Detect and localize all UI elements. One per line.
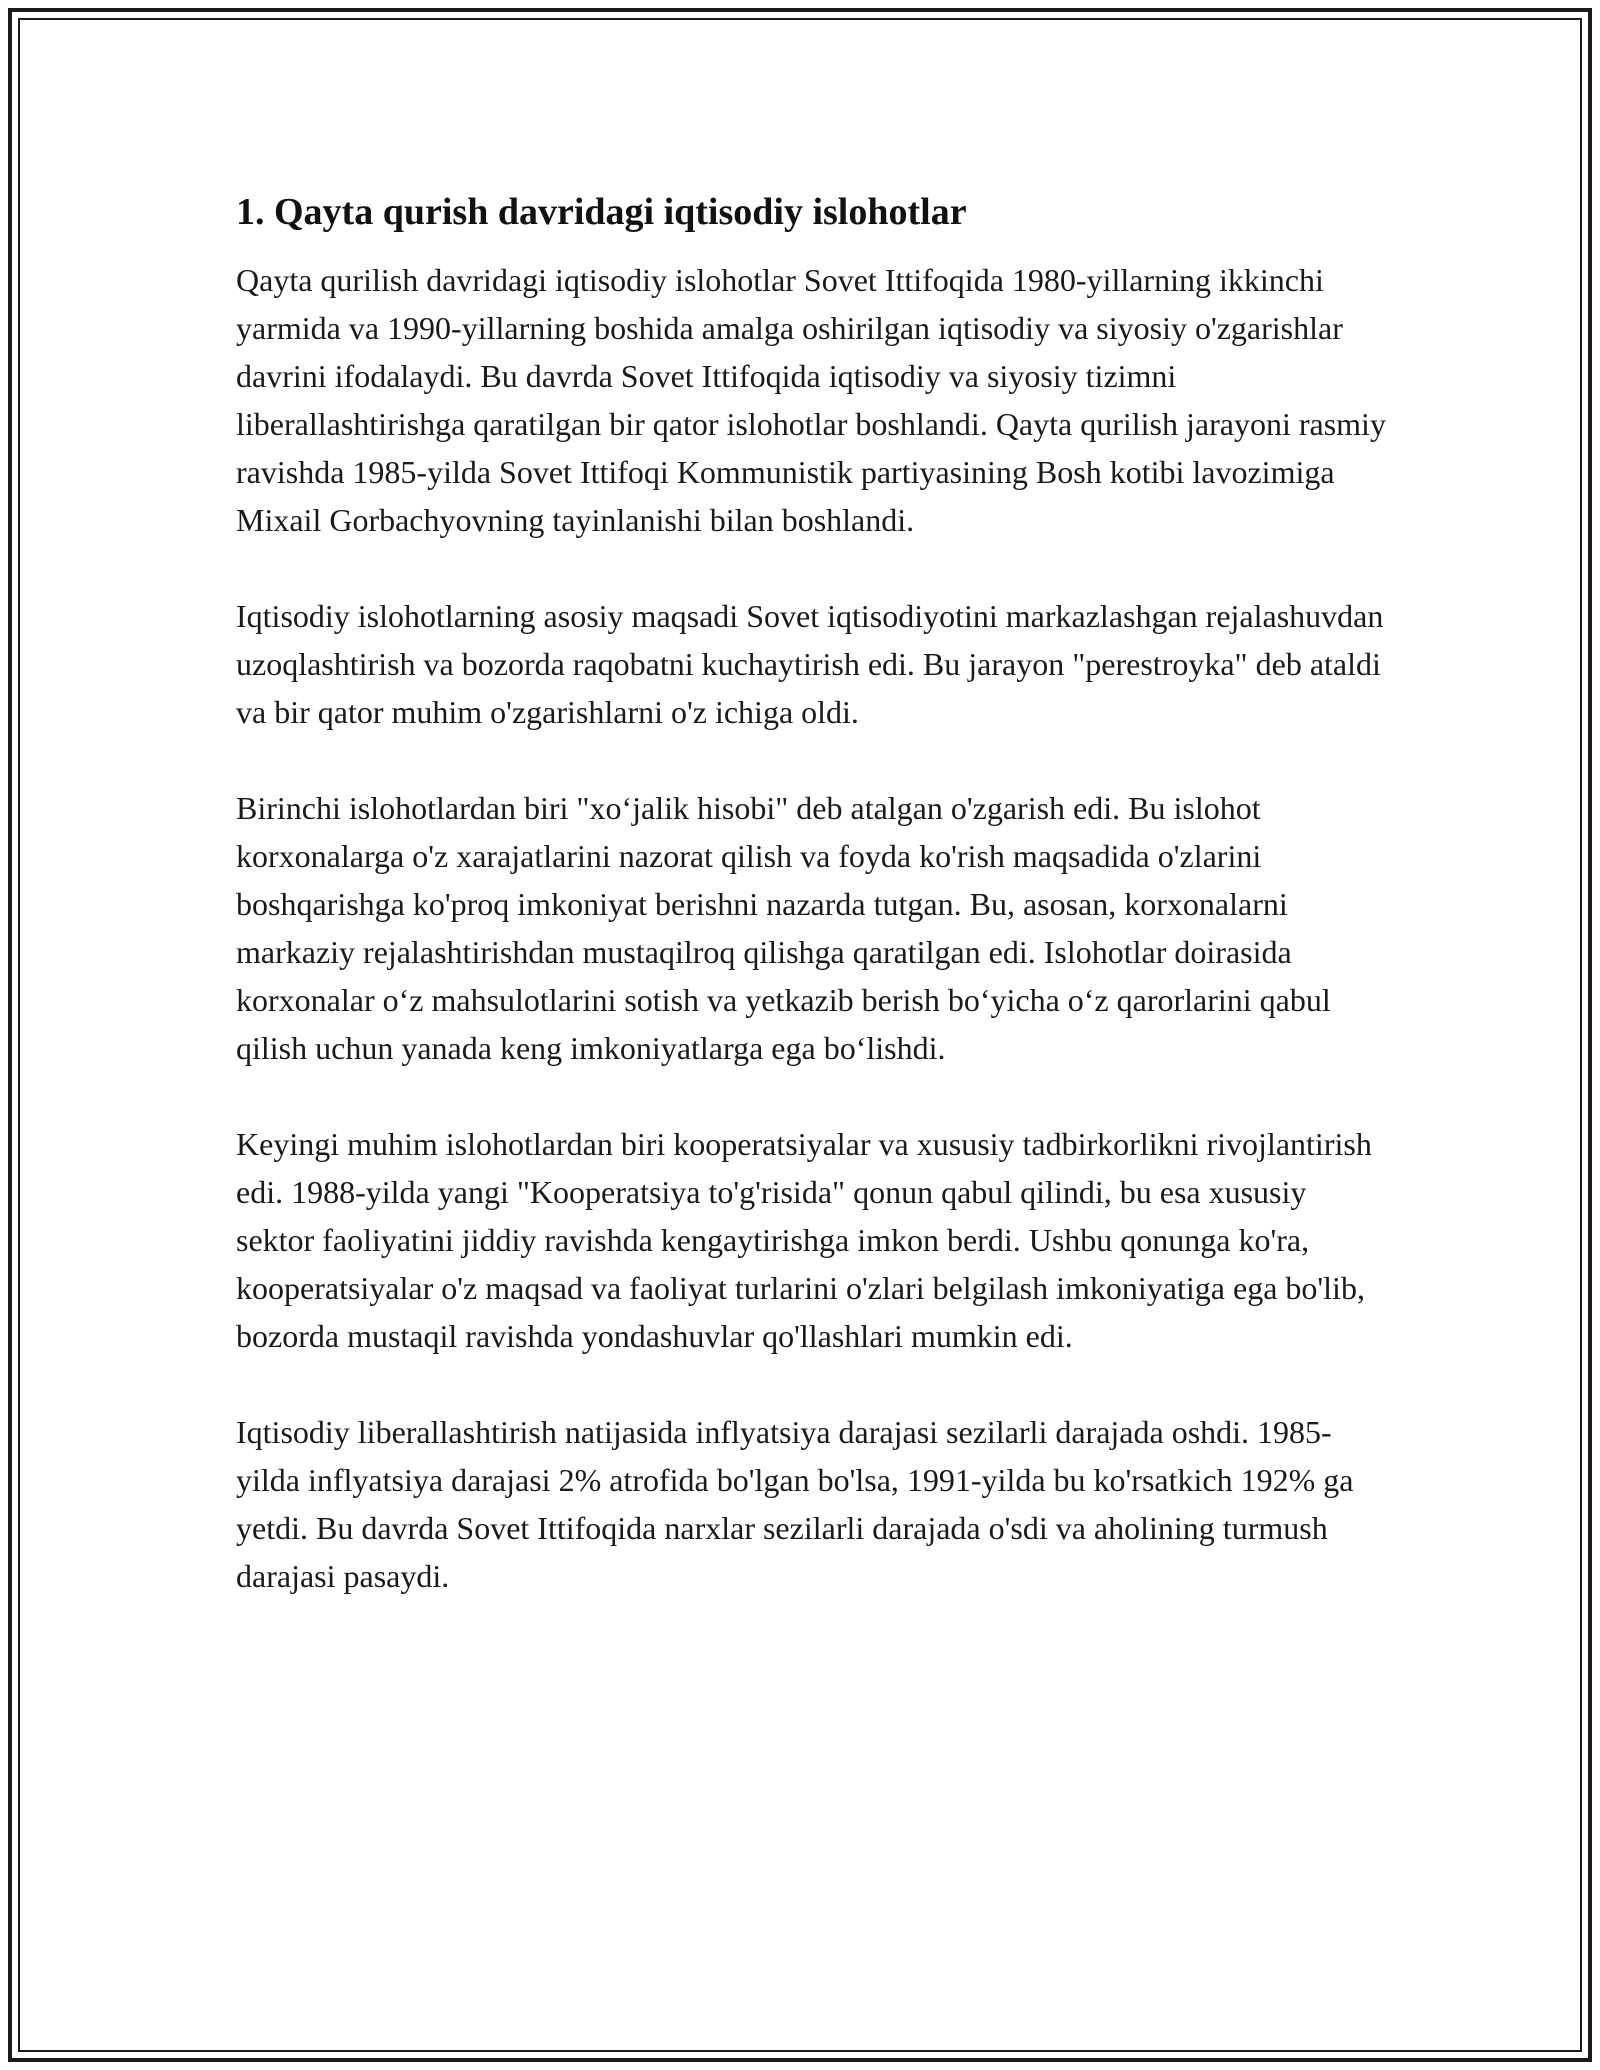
- paragraph-inflation: Iqtisodiy liberallashtirish natijasida inflyatsiya darajasi sezilarli darajada oshdi. 1985-yilda inflyatsiya darajasi 2% atrofida bo'lgan bo'lsa, 1991-yilda bu ko'rsatkich 192% ga yetdi. Bu davrda Sovet Ittifoqida narxlar sezilarli darajada o'sdi va aholining turmush darajasi pasaydi.: [236, 1414, 1354, 1594]
- paragraph-goals: Iqtisodiy islohotlarning asosiy maqsadi Sovet iqtisodiyotini markazlashgan rejalashuvdan uzoqlashtirish va bozorda raqobatni kuchaytirish edi. Bu jarayon "perestroyka" deb ataldi va bir qator muhim o'zgarishlarni o'z ichiga oldi.: [236, 598, 1384, 730]
- document-body: [236, 188, 1386, 1648]
- paragraph-self-financing: Birinchi islohotlardan biri "xo‘jalik hisobi" deb atalgan o'zgarish edi. Bu islohot korxonalarga o'z xarajatlarini nazorat qilish va foyda ko'rish maqsadida o'zlarini boshqarishga ko'proq imkoniyat berishni nazarda tutgan. Bu, asosan, korxonalarni markaziy rejalashtirishdan mustaqilroq qilishga qaratilgan edi. Islohotlar doirasida korxonalar o‘z mahsulotlarini sotish va yetkazib berish bo‘yicha o‘z qarorlarini qabul qilish uchun yanada keng imkoniyatlarga ega bo‘lishdi.: [236, 790, 1331, 1066]
- section-heading: 1. Qayta qurish davridagi iqtisodiy islohotlar: [236, 191, 967, 233]
- paragraph-cooperatives: Keyingi muhim islohotlardan biri kooperatsiyalar va xususiy tadbirkorlikni rivojlantirish edi. 1988-yilda yangi "Kooperatsiya to'g'risida" qonun qabul qilindi, bu esa xususiy sektor faoliyatini jiddiy ravishda kengaytirishga imkon berdi. Ushbu qonunga ko'ra, kooperatsiyalar o'z maqsad va faoliyat turlarini o'zlari belgilash imkoniyatiga ega bo'lib, bozorda mustaqil ravishda yondashuvlar qo'llashlari mumkin edi.: [236, 1126, 1372, 1354]
- paragraph-intro: Qayta qurilish davridagi iqtisodiy islohotlar Sovet Ittifoqida 1980-yillarning ikkinchi yarmida va 1990-yillarning boshida amalga oshirilgan iqtisodiy va siyosiy o'zgarishlar davrini ifodalaydi. Bu davrda Sovet Ittifoqida iqtisodiy va siyosiy tizimni liberallashtirishga qaratilgan bir qator islohotlar boshlandi. Qayta qurilish jarayoni rasmiy ravishda 1985-yilda Sovet Ittifoqi Kommunistik partiyasining Bosh kotibi lavozimiga Mixail Gorbachyovning tayinlanishi bilan boshlandi.: [236, 262, 1386, 538]
